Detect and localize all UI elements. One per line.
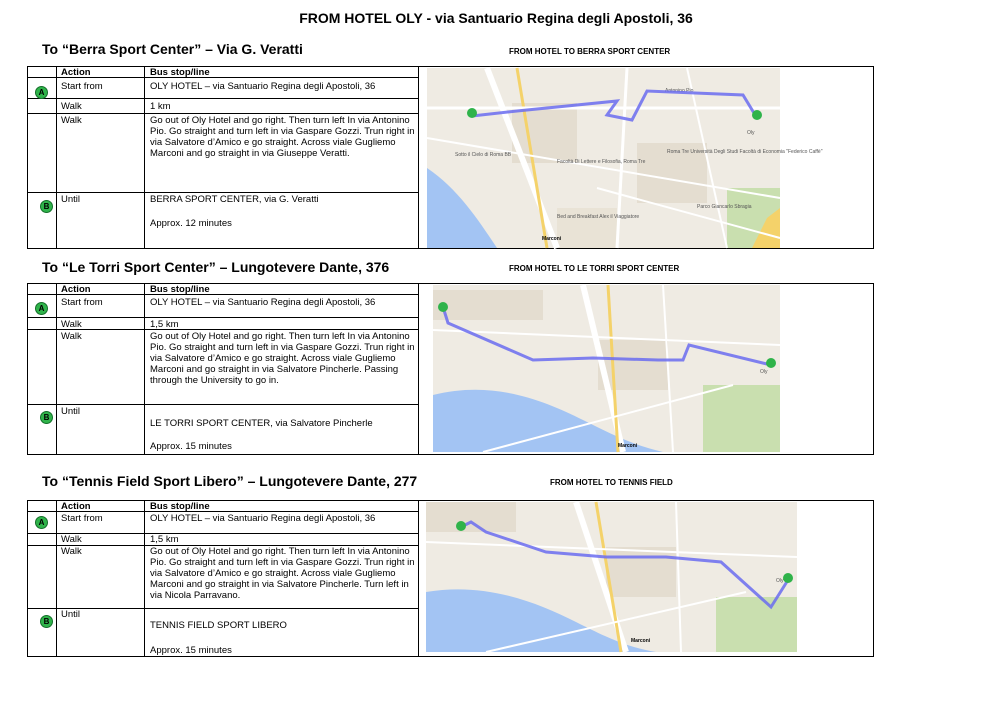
map-label: Oly xyxy=(747,130,755,136)
map-label: Oly xyxy=(760,369,768,375)
walk-directions: Go out of Oly Hotel and go right. Then turn left In via Antonino Pio. Go straight and turn left in via Gaspare Gozzi. Trun right in via Salvatore d’Amico e go straight. Across viale Gugliemo Marconi and go straight in via Giuseppe Veratti. xyxy=(150,115,415,159)
directions-table-tennis xyxy=(27,500,874,657)
until-text: TENNIS FIELD SPORT LIBERO xyxy=(150,620,287,631)
route-map-le-torri[interactable] xyxy=(433,285,780,452)
walk-distance-action: Walk xyxy=(61,534,82,545)
until-action: Until xyxy=(61,194,81,205)
marker-a-icon: A xyxy=(35,302,48,315)
map-label: Sotto il Cielo di Roma BB xyxy=(455,152,512,158)
map-label: Antonino Pio xyxy=(665,88,694,94)
walk-directions: Go out of Oly Hotel and go right. Then turn left In via Antonino Pio. Go straight and turn left in via Gaspare Gozzi. Trun right in via Salvatore d’Amico e go straight. Across viale Gugliemo Marconi and go straight in via Salvatore Pincherle. Turn left in via Nicola Parravano. xyxy=(150,546,415,601)
header-action: Action xyxy=(61,67,91,78)
section-title-tennis: To “Tennis Field Sport Libero” – Lungotevere Dante, 277 xyxy=(42,473,418,489)
map-label: Oly xyxy=(776,578,784,584)
start-text: OLY HOTEL – via Santuario Regina degli Apostoli, 36 xyxy=(150,81,376,92)
map-caption-tennis: FROM HOTEL TO TENNIS FIELD xyxy=(550,478,673,487)
start-action: Start from xyxy=(61,297,103,308)
walk-distance: 1,5 km xyxy=(150,534,179,545)
walk-directions-action: Walk xyxy=(61,115,82,126)
walk-directions-action: Walk xyxy=(61,546,82,557)
map-label: Parco Giancarlo Sbragia xyxy=(697,204,752,210)
marker-b-icon: B xyxy=(40,411,53,424)
until-text: BERRA SPORT CENTER, via G. Veratti xyxy=(150,194,319,205)
travel-time: Approx. 12 minutes xyxy=(150,218,232,229)
route-map-berra[interactable] xyxy=(427,68,823,248)
travel-time: Approx. 15 minutes xyxy=(150,645,232,656)
start-action: Start from xyxy=(61,513,103,524)
map-label: Marconi xyxy=(631,638,651,644)
header-action: Action xyxy=(61,284,91,295)
map-caption-berra: FROM HOTEL TO BERRA SPORT CENTER xyxy=(509,47,671,56)
marker-b-icon: B xyxy=(40,200,53,213)
header-bus: Bus stop/line xyxy=(150,67,210,78)
start-text: OLY HOTEL – via Santuario Regina degli Apostoli, 36 xyxy=(150,513,376,524)
walk-distance-action: Walk xyxy=(61,319,82,330)
until-action: Until xyxy=(61,609,81,620)
walk-distance: 1,5 km xyxy=(150,319,179,330)
marker-b-icon: B xyxy=(40,615,53,628)
section-title-le-torri: To “Le Torri Sport Center” – Lungotevere Dante, 376 xyxy=(42,259,390,275)
map-label: Roma Tre Università Degli Studi Facoltà di Economia "Federico Caffè" xyxy=(667,149,823,155)
travel-time: Approx. 15 minutes xyxy=(150,441,232,452)
header-action: Action xyxy=(61,501,91,512)
marker-a-icon: A xyxy=(35,516,48,529)
walk-distance-action: Walk xyxy=(61,101,82,112)
start-text: OLY HOTEL – via Santuario Regina degli Apostoli, 36 xyxy=(150,297,376,308)
header-bus: Bus stop/line xyxy=(150,284,210,295)
route-map-tennis[interactable] xyxy=(426,502,797,652)
until-text: LE TORRI SPORT CENTER, via Salvatore Pincherle xyxy=(150,418,373,429)
header-bus: Bus stop/line xyxy=(150,501,210,512)
map-label: Facoltà Di Lettere e Filosofia, Roma Tre xyxy=(557,159,646,165)
map-label: Marconi xyxy=(618,443,638,449)
walk-distance: 1 km xyxy=(150,101,171,112)
map-label: Marconi xyxy=(542,236,562,242)
start-action: Start from xyxy=(61,81,103,92)
directions-table-le-torri xyxy=(27,283,874,455)
section-title-berra: To “Berra Sport Center” – Via G. Veratti xyxy=(42,41,303,57)
marker-a-icon: A xyxy=(35,86,48,99)
walk-directions: Go out of Oly Hotel and go right. Then turn left In via Antonino Pio. Go straight and turn left in via Gaspare Gozzi. Trun right in via Salvatore d’Amico e go straight. Across viale Gugliemo Marconi and go straight in via Salvatore Pincherle. Passing through the University to go in. xyxy=(150,331,415,386)
page-title: FROM HOTEL OLY - via Santuario Regina degli Apostoli, 36 xyxy=(299,10,693,26)
map-label: Bed and Breakfast Alex il Viaggiatore xyxy=(557,214,640,220)
directions-table-berra xyxy=(27,66,874,249)
map-caption-le-torri: FROM HOTEL TO LE TORRI SPORT CENTER xyxy=(509,264,680,273)
until-action: Until xyxy=(61,406,81,417)
walk-directions-action: Walk xyxy=(61,331,82,342)
